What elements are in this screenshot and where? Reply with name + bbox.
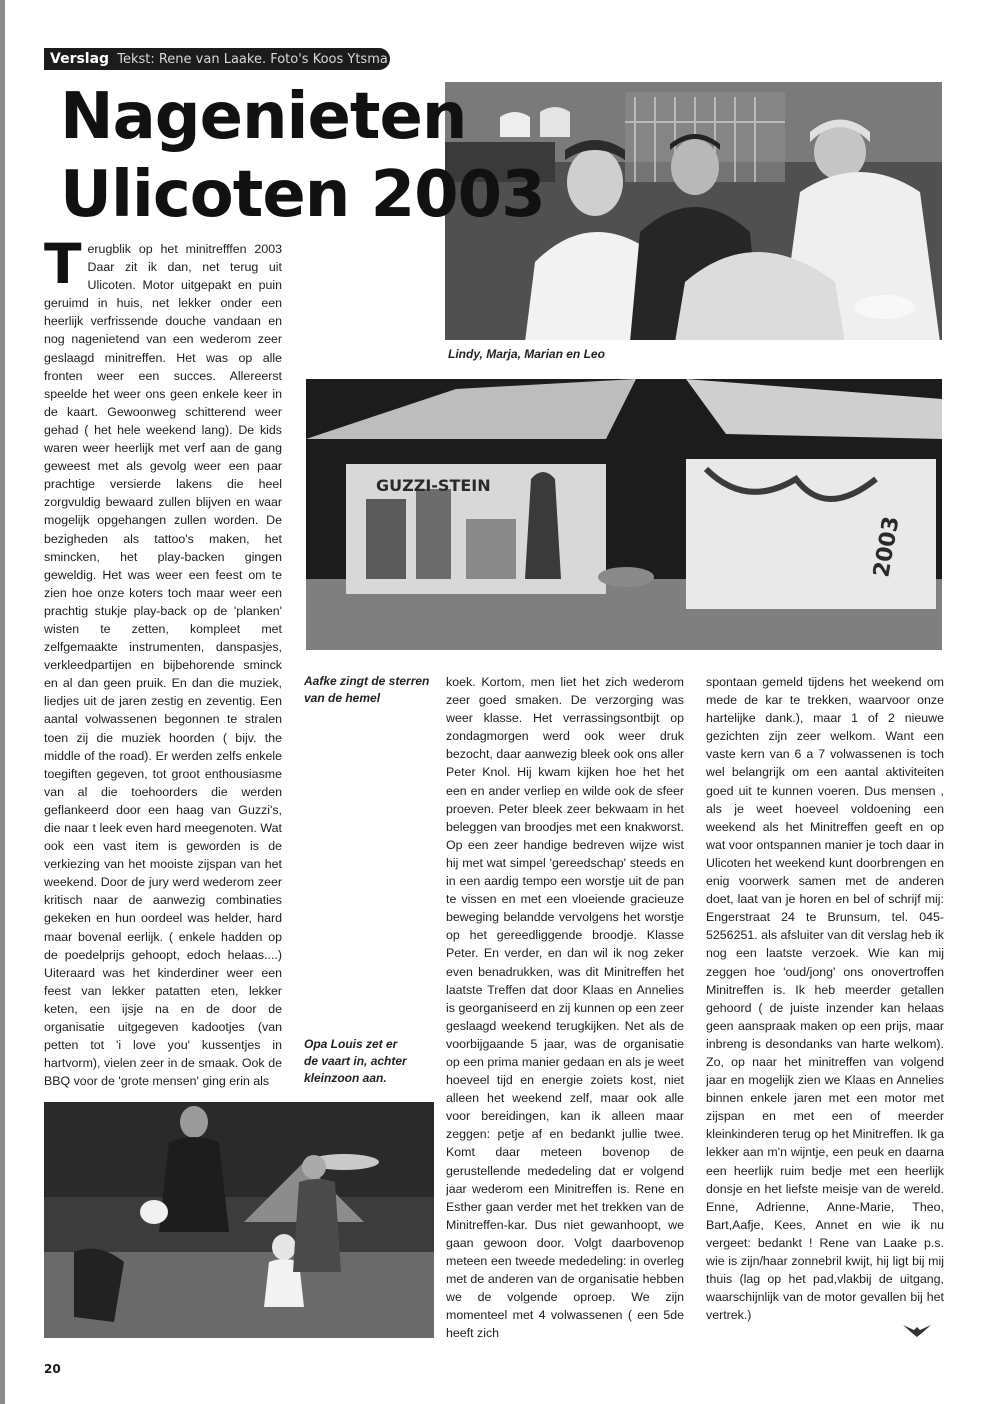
- photo-children-playing: [44, 1102, 434, 1338]
- article-column-4: [706, 673, 944, 1333]
- drop-cap: T: [44, 240, 82, 296]
- author-credit: Tekst: Rene van Laake. Foto's Koos Ytsma: [117, 52, 388, 67]
- title-line-2: Ulicoten 2003: [60, 158, 545, 232]
- section-header: [44, 48, 390, 70]
- page-edge-rule: [0, 0, 5, 1404]
- column-3-text: koek. Kortom, men liet het zich wederom zeer goed smaken. De verzorging was weer klasse. Het verrassingsontbijt op zondagmorgen werd ook weer druk bezocht, daar aanwezig bleek ook ons aller Peter Knol. Hij kwam kijken hoe het het een en ander verliep en wilde ook de sfeer proeven. Peter bleek zeer bekwaam in het beleggen van broodjes met een knakworst. Op een zeer handige bedreven wijze wist hij met wat simpel 'gereedschap' steeds en in een aardig tempo een worstje uit de pan te vissen en met een vloeiende gracieuze beweging belandde vervolgens het worstje op het gereedliggende broodje. Klasse Peter. En verder, en dan wil ik nog zeker even benadrukken, was dit Minitreffen het laatste Treffen dat door Klaas en Annelies is georganiseerd en zij kunnen op een zeer geslaagd weekend terugkijken. Net als de voorbijgaande 5 jaar, was de organisatie op een prima manier gedaan en als je weet hoeveel tijd en energie zoiets kost, niet alleen het weekend zelf, maar ook alle voor bereidingen, kan ik alleen maar zeggen: petje af en bedankt jullie twee. Komt daar meteen bovenop de gerustellende mededeling dat er volgend jaar wederom een Minitreffen is. Rene en Esther gaan verder met het trekken van de Minitreffen-kar. Dus niet gewanhoopt, we gaan gewoon door. Volgt daarbovenop meteen een tweede mededeling: in overleg met de anderen van de organisatie hebben we de volgende oproep. We zijn momenteel met 4 volwassenen ( een 5de heeft zich: [446, 675, 684, 1341]
- section-label: Verslag: [50, 51, 110, 67]
- article-column-3: [446, 673, 684, 1345]
- column-1-text: erugblik op het minitrefffen 2003 Daar zit ik dan, net terug uit Ulicoten. Motor uitgepakt en puin geruimd in huis, net lekker onder een heerlijk verfrissende douche vandaan en nog nagenietend van een wederom zeer geslaagd minitreffen. Het was op alle fronten weer een succes. Allereerst speelde het weer ons geen enkele keer in de kaart. Gewoonweg schitterend weer gehad ( het hele weekend lang). De kids waren weer heerlijk met verf aan de gang geweest met als gevolg weer een paar prachtige versierde lakens die heel zorgvuldig bewaard zullen blijven en waar mogelijk opgehangen zullen worden. De bezigheden als tattoo's maken, het smincken, het play-backen gingen geweldig. Het was weer een feest om te zien hoe onze koters toch maar weer een prachtig stukje play-back op de 'planken' wisten te zetten, kompleet met zelfgemaakte instrumenten, danspasjes, verkleedpartijen en bijbehorende sminck en al dan geen pruik. En dan die muziek, liedjes uit de jaren zestig en zeventig. Een aantal volwassenen begonnen te stralen toen zij die muziek hoorden ( bijv. the middle of the road). Er werden zelfs enkele toegiften gegeven, tot groot enthousiasme van al die toehoorders die werden geflankeerd door een haag van Guzzi's, die naar t leek even hard meegenoten. Wat ook een vast item is geworden is de verkiezing van het mooiste zijspan van het weekend. Door de jury werd wederom zeer kritisch naar de aanwezig combinaties gekeken en hun oordeel was helder, hard maar bovenal eerlijk. ( enkele hadden op de poedelprijs gehoopt, edoch helaas....) Uiteraard was het kinderdiner weer een feest van lekker patatten eten, lekker keten, een ijsje na en de door de organisatie uitgegeven kadootjes (van petten tot 'i love you' kussentjes in hartvorm), vielen zeer in de smaak. Ook de BBQ voor de 'grote mensen' ging erin als: [44, 242, 282, 1089]
- caption-photo-1: Lindy, Marja, Marian en Leo: [448, 347, 605, 361]
- photo-tents-banners: [306, 379, 942, 650]
- column-4-text: spontaan gemeld tijdens het weekend om mede de kar te trekken, waarvoor onze hartelijke dank.), maar 1 of 2 nieuwe gezichten zijn zeer welkom. Want een vaste kern van 6 a 7 volwassenen is toch wel belangrijk om een aantal aktiviteiten goed uit te kunnen voeren. Dus mensen , als je weet hoeveel voldoening een weekend als het Minitreffen geeft en op wat voor ontspannen manier je toch daar in Ulicoten het weekend kunt doorbrengen en enig voorwerk samen met de anderen doet, laat van je horen en bel of schrijf mij: Engerstraat 24 te Brunsum, tel. 045-5256251. als afsluiter van dit verslag heb ik nog een laatste verzoek. Wie kan mij zeggen hoe 'oud/jong' ons onovertroffen Minitreffen is. Ik heb meerder getallen gehoord ( de juiste inzender kan helaas geen aanspraak maken op een prijs, maar inbreng is desondanks van harte welkom). Zo, op naar het minitreffen van volgend jaar en mogelijk zien we Klaas en Annelies binnen enkele jaren met een motor met zijspan en met een of meerder kleinkinderen terug op het Minitreffen. Ik ga lekker aan m'n wijntje, een peuk en daarna een heerlijk ruim bedje met een heerlijk donsje en het liefste meisje van de wereld. Enne, Adrienne, Anne-Marie, Theo, Bart,Aafje, Kees, Annet en wie ik nu vergeet: bedankt ! Rene van Laake p.s. wie is zijn/haar zonnebril kwijt, hij ligt bij mij thuis (lag op het pad,vlakbij de uitgang, waarschijnlijk van de motor gevallen bij het vertrek.): [706, 675, 944, 1323]
- caption-photo-2: Aafke zingt de sterren van de hemel: [304, 674, 430, 705]
- banner-left-text: GUZZI-STEIN: [376, 476, 491, 495]
- article-title: [60, 78, 545, 234]
- banner-right-text: 2003: [869, 514, 905, 580]
- caption-photo-3: Opa Louis zet er de vaart in, achter kleinzoon aan.: [304, 1037, 407, 1085]
- club-eagle-logo-icon: [903, 1322, 931, 1338]
- page-number: 20: [44, 1362, 61, 1376]
- title-line-1: Nagenieten: [60, 80, 467, 154]
